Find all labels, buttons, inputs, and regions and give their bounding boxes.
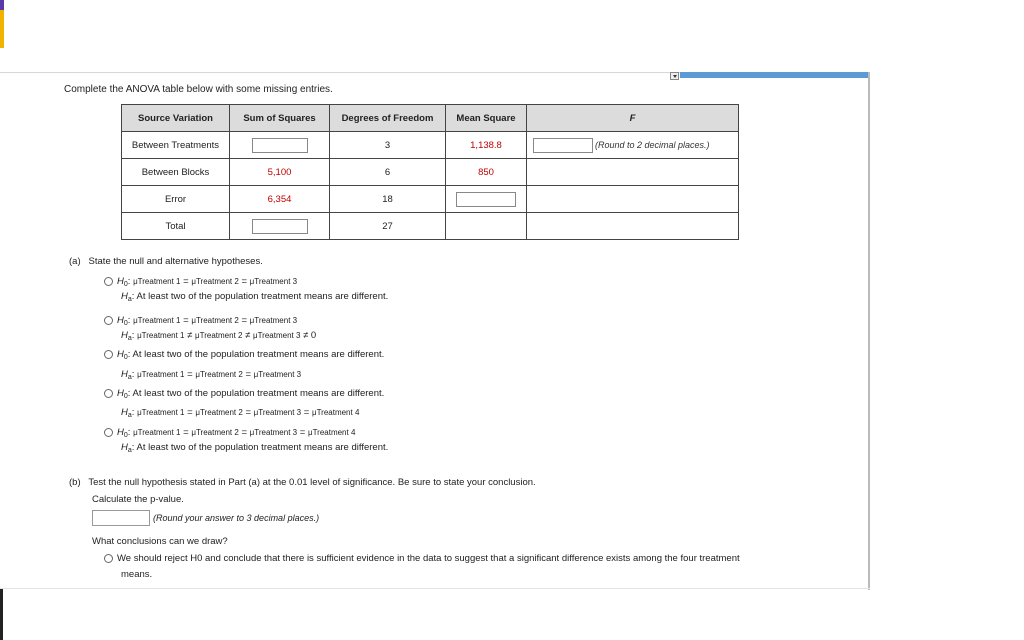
row-source: Between Blocks — [122, 159, 230, 186]
mu-t2: μTreatment 2 — [195, 408, 243, 417]
part-b-question — [69, 477, 536, 488]
mu-t3: μTreatment 3 — [249, 428, 298, 437]
eq: = — [183, 315, 189, 326]
option-2[interactable]: $H_0$: μTreatment 1 = μTreatment 2 = μTreatment 3 — [104, 315, 297, 327]
radio-option-3[interactable] — [104, 350, 113, 359]
mu-t3: μTreatment 3 — [252, 331, 301, 340]
part-a-label: (a) — [69, 256, 81, 267]
mu-t1: μTreatment 1 — [133, 316, 181, 325]
table-row — [122, 132, 739, 159]
option-3-ha: $H_a$: μTreatment 1 = μTreatment 2 = μTreatment 3 — [121, 369, 302, 381]
f-input-cell — [527, 132, 739, 159]
radio-option-4[interactable] — [104, 389, 113, 398]
conclusion-option-1-cont: means. — [121, 569, 153, 580]
row-ss: 6,354 — [230, 186, 330, 213]
h0-text: At least two of the population treatment means are different. — [132, 388, 385, 399]
mu-t2: μTreatment 2 — [191, 428, 239, 437]
mu-t2: μTreatment 2 — [195, 331, 243, 340]
anova-table — [121, 104, 739, 240]
eq: = — [187, 407, 193, 418]
table-row — [122, 213, 739, 240]
part-a-question — [69, 256, 263, 267]
mu-t1: μTreatment 1 — [137, 370, 185, 379]
ha-text: At least two of the population treatment means are different. — [136, 291, 389, 302]
row-source: Error — [122, 186, 230, 213]
p-value-input[interactable] — [92, 510, 150, 526]
ss-input-cell — [230, 213, 330, 240]
row-df: 27 — [330, 213, 446, 240]
radio-option-2[interactable] — [104, 316, 113, 325]
mu-t4: μTreatment 4 — [307, 428, 356, 437]
eq: = — [241, 427, 248, 438]
eq: = — [245, 369, 252, 380]
ss-treatments-input[interactable] — [252, 138, 308, 153]
empty-cell — [527, 213, 739, 240]
row-ss: 5,100 — [230, 159, 330, 186]
header-source: Source Variation — [122, 105, 230, 132]
left-dark-bar — [0, 588, 3, 640]
option-1-ha: $H_a$: At least two of the population treatment means are different. — [121, 291, 389, 303]
row-source: Between Treatments — [122, 132, 230, 159]
ms-error-input[interactable] — [456, 192, 516, 207]
header-df: Degrees of Freedom — [330, 105, 446, 132]
question-prompt: Complete the ANOVA table below with some missing entries. — [64, 84, 333, 95]
table-header-row — [122, 105, 739, 132]
mu-t3: μTreatment 3 — [249, 277, 298, 286]
row-df: 18 — [330, 186, 446, 213]
option-4-ha: $H_a$: μTreatment 1 = μTreatment 2 = μTreatment 3 = μTreatment 4 — [121, 407, 360, 419]
empty-cell — [446, 213, 527, 240]
neq: ≠ — [187, 330, 193, 341]
eq: = — [303, 407, 310, 418]
mu-t2: μTreatment 2 — [191, 316, 239, 325]
option-4[interactable]: $H_0$: At least two of the population treatment means are different. — [104, 388, 384, 400]
left-accent-purple — [0, 0, 4, 10]
conclusion-question: What conclusions can we draw? — [92, 536, 228, 547]
row-ms: 1,138.8 — [446, 132, 527, 159]
h0-text: At least two of the population treatment means are different. — [132, 349, 385, 360]
option-3[interactable]: $H_0$: At least two of the population treatment means are different. — [104, 349, 384, 361]
table-row — [122, 159, 739, 186]
mu-t3: μTreatment 3 — [253, 408, 302, 417]
mu-t1: μTreatment 1 — [133, 277, 181, 286]
calc-p-value-label: Calculate the p-value. — [92, 494, 184, 505]
table-row — [122, 186, 739, 213]
mu-t1: μTreatment 1 — [137, 408, 185, 417]
option-1[interactable]: $H_0$: μTreatment 1 = μTreatment 2 = μTreatment 3 — [104, 276, 297, 288]
mu-t3: μTreatment 3 — [249, 316, 298, 325]
collapse-icon[interactable] — [670, 72, 679, 80]
ss-input-cell — [230, 132, 330, 159]
row-df: 6 — [330, 159, 446, 186]
eq: = — [241, 276, 248, 287]
right-divider — [868, 72, 870, 590]
neq-zero: ≠ 0 — [303, 330, 317, 341]
header-ss: Sum of Squares — [230, 105, 330, 132]
option-5-ha: $H_a$: At least two of the population treatment means are different. — [121, 442, 389, 454]
eq: = — [187, 369, 193, 380]
mu-t1: μTreatment 1 — [133, 428, 181, 437]
option-2-ha: $H_a$: μTreatment 1 ≠ μTreatment 2 ≠ μTreatment 3 ≠ 0 — [121, 330, 317, 342]
p-value-hint: (Round your answer to 3 decimal places.) — [153, 513, 320, 523]
part-b-label: (b) — [69, 477, 81, 488]
empty-cell — [527, 159, 739, 186]
conclusion-option-1-text: We should reject H0 and conclude that there is sufficient evidence in the data to suggest that a significant difference exists among the four treatment — [117, 553, 740, 564]
ha-text: At least two of the population treatment means are different. — [136, 442, 389, 453]
f-input[interactable] — [533, 138, 593, 153]
mu-t2: μTreatment 2 — [191, 277, 239, 286]
option-5[interactable]: $H_0$: μTreatment 1 = μTreatment 2 = μTreatment 3 = μTreatment 4 — [104, 427, 355, 439]
part-b-text: Test the null hypothesis stated in Part (a) at the 0.01 level of significance. Be sure to state your conclusion. — [88, 477, 536, 488]
header-f: F — [527, 105, 739, 132]
blue-progress-bar — [680, 72, 868, 78]
row-df: 3 — [330, 132, 446, 159]
radio-conclusion-1[interactable] — [104, 554, 113, 563]
f-hint: (Round to 2 decimal places.) — [595, 139, 710, 150]
eq: = — [241, 315, 248, 326]
neq: ≠ — [245, 330, 251, 341]
radio-option-5[interactable] — [104, 428, 113, 437]
bottom-divider — [0, 588, 870, 589]
mu-t2: μTreatment 2 — [195, 370, 243, 379]
eq: = — [299, 427, 306, 438]
ms-input-cell — [446, 186, 527, 213]
eq: = — [245, 407, 252, 418]
row-source: Total — [122, 213, 230, 240]
mu-t1: μTreatment 1 — [137, 331, 185, 340]
radio-option-1[interactable] — [104, 277, 113, 286]
empty-cell — [527, 186, 739, 213]
header-ms: Mean Square — [446, 105, 527, 132]
part-a-text: State the null and alternative hypotheses. — [88, 256, 263, 267]
mu-t4: μTreatment 4 — [311, 408, 360, 417]
row-ms: 850 — [446, 159, 527, 186]
conclusion-option-1[interactable] — [104, 553, 740, 564]
mu-t3: μTreatment 3 — [253, 370, 302, 379]
eq: = — [183, 276, 189, 287]
ss-total-input[interactable] — [252, 219, 308, 234]
eq: = — [183, 427, 189, 438]
